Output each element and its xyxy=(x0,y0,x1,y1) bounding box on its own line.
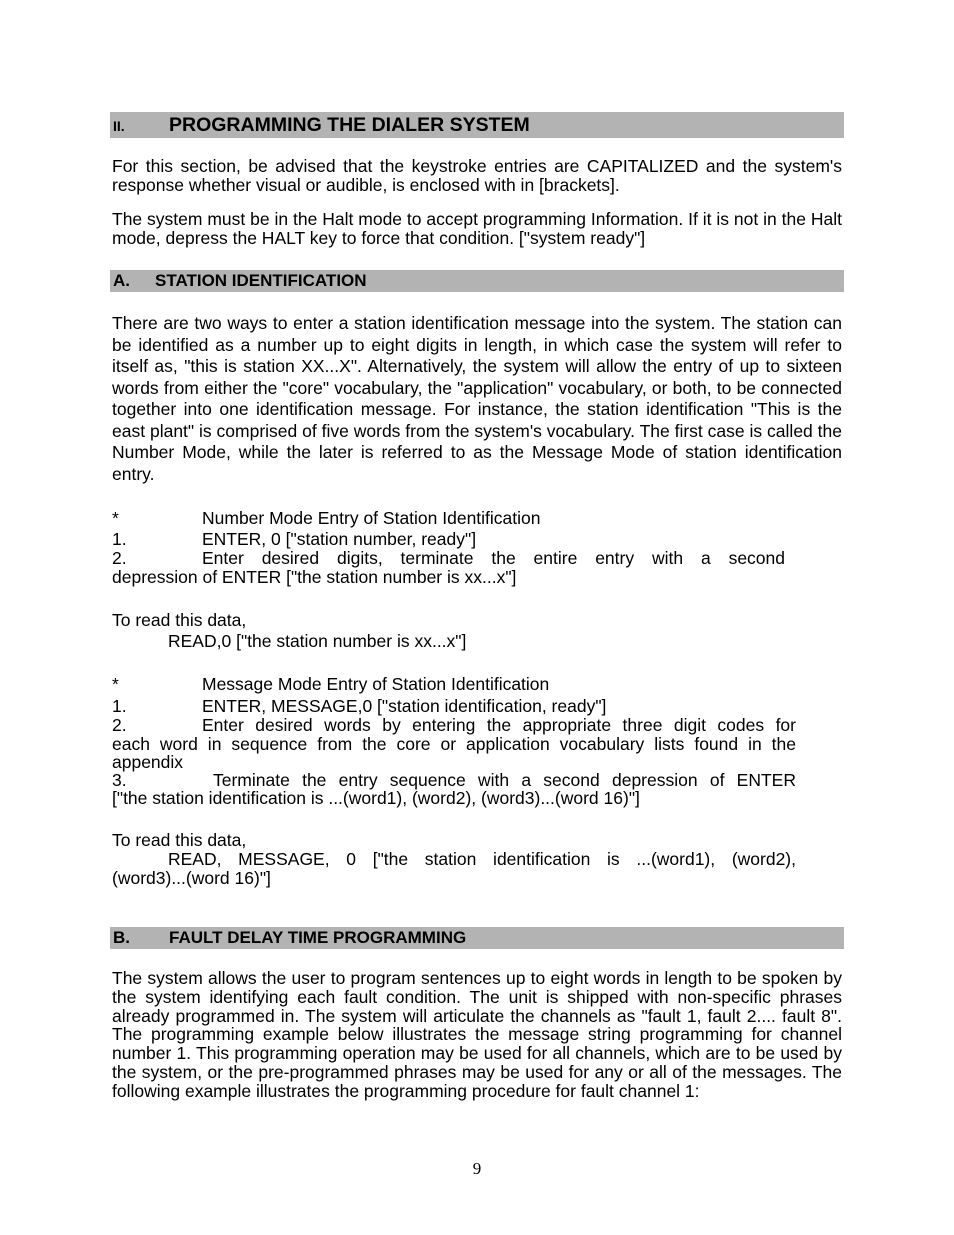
step-number: 1. xyxy=(112,529,127,549)
step-number: 3. xyxy=(112,770,127,790)
subsection-title: STATION IDENTIFICATION xyxy=(155,271,367,290)
step-number: 1. xyxy=(112,696,127,716)
read-intro: To read this data, xyxy=(112,610,247,630)
step-text-continued: each word in sequence from the core or application vocabulary lists found in the xyxy=(112,734,796,754)
section-heading-bar xyxy=(110,112,844,138)
bullet-marker: * xyxy=(112,508,119,528)
number-mode-heading: Number Mode Entry of Station Identification xyxy=(202,508,541,528)
step-text: ENTER, 0 ["station number, ready"] xyxy=(202,529,477,549)
station-id-paragraph: There are two ways to enter a station identification message into the system. The station can be identified as a number up to eight digits in length, in which case the system will refer to itself as, "this is station XX...X". Alternatively, the system will allow the entry of up to sixteen words from either the "core" vocabulary, the "application" vocabulary, or both, to be connected together into one identification message. For instance, the station identification "This is the east plant" is comprised of five words from the system's vocabulary. The first case is called the Number Mode, while the later is referred to as the Message Mode of station identification entry. xyxy=(112,313,842,484)
step-number: 2. xyxy=(112,715,127,735)
subsection-number: B. xyxy=(113,928,130,947)
subsection-heading-bar xyxy=(110,927,844,949)
bullet-marker: * xyxy=(112,674,119,694)
section-title: PROGRAMMING THE DIALER SYSTEM xyxy=(169,114,530,136)
step-text: Enter desired words by entering the appropriate three digit codes for xyxy=(202,715,796,735)
step-text: Enter desired digits, terminate the entire entry with a second xyxy=(202,548,785,568)
step-text-continued: ["the station identification is ...(word1), (word2), (word3)...(word 16)"] xyxy=(112,788,640,808)
read-command: READ, MESSAGE, 0 ["the station identification is ...(word1), (word2), xyxy=(168,849,796,869)
subsection-title: FAULT DELAY TIME PROGRAMMING xyxy=(169,928,467,947)
section-number: II. xyxy=(113,118,125,134)
page-number: 9 xyxy=(472,1159,482,1178)
read-command-continued: (word3)...(word 16)"] xyxy=(112,868,271,888)
step-text-continued: depression of ENTER ["the station number is xx...x"] xyxy=(112,567,517,587)
step-text-continued: appendix xyxy=(112,752,184,772)
intro-paragraph-2: The system must be in the Halt mode to accept programming Information. If it is not in the Halt mode, depress the HALT key to force that condition. ["system ready"] xyxy=(112,209,842,248)
step-number: 2. xyxy=(112,548,127,568)
subsection-number: A. xyxy=(113,271,130,290)
fault-delay-paragraph: The system allows the user to program sentences up to eight words in length to be spoken by the system identifying each fault condition. The unit is shipped with non-specific phrases already programmed in. The system will articulate the channels as "fault 1, fault 2.... fault 8". The programming example below illustrates the message string programming for channel number 1. This programming operation may be used for all channels, which are to be used by the system, or the pre-programmed phrases may be used for any or all of the messages. The following example illustrates the programming procedure for fault channel 1: xyxy=(112,968,842,1101)
message-mode-heading: Message Mode Entry of Station Identification xyxy=(202,674,550,694)
read-command: READ,0 ["the station number is xx...x"] xyxy=(168,631,467,651)
step-text: Terminate the entry sequence with a second depression of ENTER xyxy=(213,770,796,790)
intro-paragraph-1: For this section, be advised that the keystroke entries are CAPITALIZED and the system's response whether visual or audible, is enclosed with in [brackets]. xyxy=(112,156,842,195)
step-text: ENTER, MESSAGE,0 ["station identification, ready"] xyxy=(202,696,607,716)
subsection-heading-bar xyxy=(110,270,844,292)
read-intro: To read this data, xyxy=(112,830,247,850)
